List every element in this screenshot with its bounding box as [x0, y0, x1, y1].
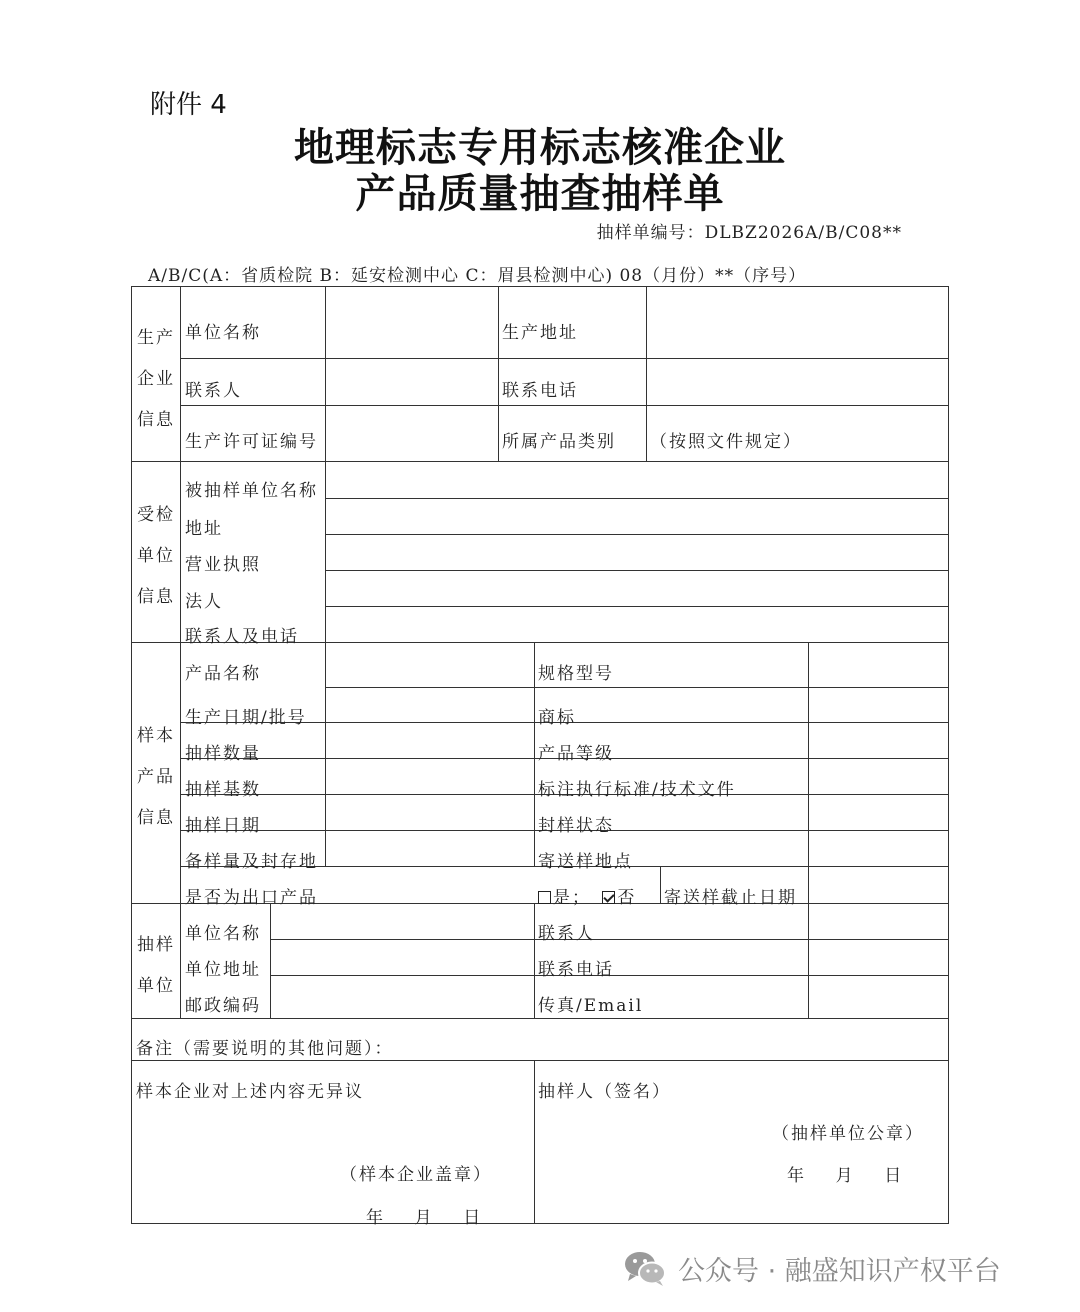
option-no: 否	[617, 888, 637, 908]
section-inspected-unit: 受检 单位 信息	[137, 505, 175, 607]
label-send-deadline: 寄送样截止日期	[664, 888, 797, 908]
label-sample-base: 抽样基数	[185, 780, 261, 800]
label-producer-unit-name: 单位名称	[185, 323, 261, 343]
label-inspected-unit-name: 被抽样单位名称	[185, 481, 318, 501]
no-objection-statement: 样本企业对上述内容无异议	[136, 1082, 364, 1102]
label-execution-standard: 标注执行标准/技术文件	[538, 780, 736, 800]
attachment-label: 附件 4	[150, 90, 227, 120]
label-producer-contact: 联系人	[185, 381, 242, 401]
label-trademark: 商标	[538, 708, 576, 728]
label-postcode: 邮政编码	[185, 996, 261, 1016]
label-producer-phone: 联系电话	[502, 381, 578, 401]
code-legend: A/B/C(A：省质检院 B：延安检测中心 C：眉县检测中心) 08（月份）**（序号）	[148, 266, 807, 286]
label-export-product: 是否为出口产品	[185, 888, 318, 908]
date-left: 年 月 日	[366, 1208, 483, 1228]
remarks-label: 备注（需要说明的其他问题）：	[136, 1039, 394, 1059]
section-sample-product: 样本 产品 信息	[137, 726, 175, 828]
label-production-address: 生产地址	[502, 323, 578, 343]
label-sampler-contact: 联系人	[538, 924, 595, 944]
watermark	[622, 1248, 1001, 1288]
label-license-number: 生产许可证编号	[185, 432, 318, 452]
sampler-signature-label: 抽样人（签名）	[538, 1082, 671, 1102]
label-seal-status: 封样状态	[538, 816, 614, 836]
label-product-grade: 产品等级	[538, 744, 614, 764]
serial-number: 抽样单编号：DLBZ2026A/B/C08**	[596, 223, 902, 243]
label-sampler-phone: 联系电话	[538, 960, 614, 980]
label-send-sample-place: 寄送样地点	[538, 852, 633, 872]
label-production-date-batch: 生产日期/批号	[185, 708, 307, 728]
label-product-name: 产品名称	[185, 664, 261, 684]
label-spec-model: 规格型号	[538, 664, 614, 684]
label-reserve-storage: 备样量及封存地	[185, 852, 318, 872]
label-sample-date: 抽样日期	[185, 816, 261, 836]
watermark-text: 公众号 · 融盛知识产权平台	[678, 1255, 1001, 1287]
label-inspected-address: 地址	[185, 519, 223, 539]
label-product-category: 所属产品类别	[502, 432, 616, 452]
label-sampler-unit-name: 单位名称	[185, 924, 261, 944]
label-fax-email: 传真/Email	[538, 996, 644, 1016]
label-legal-person: 法人	[185, 592, 223, 612]
label-contact-and-phone: 联系人及电话	[185, 627, 299, 647]
form-title-line1: 地理标志专用标志核准企业	[294, 124, 786, 171]
label-business-license: 营业执照	[185, 555, 261, 575]
unit-seal-label: （抽样单位公章）	[772, 1124, 924, 1144]
checkbox-no-checked[interactable]	[602, 891, 615, 904]
form-title-line2: 产品质量抽查抽样单	[355, 170, 725, 217]
option-yes: 是；	[553, 888, 591, 908]
section-sampling-unit: 抽样 单位	[137, 935, 175, 996]
wechat-icon	[622, 1248, 668, 1288]
section-producer-info: 生产 企业 信息	[137, 328, 175, 430]
label-sampler-address: 单位地址	[185, 960, 261, 980]
date-right: 年 月 日	[787, 1166, 904, 1186]
export-choice	[538, 883, 636, 908]
label-sample-quantity: 抽样数量	[185, 744, 261, 764]
company-seal-label: （样本企业盖章）	[340, 1165, 492, 1185]
checkbox-yes[interactable]	[538, 891, 551, 904]
category-note: （按照文件规定）	[650, 432, 802, 452]
